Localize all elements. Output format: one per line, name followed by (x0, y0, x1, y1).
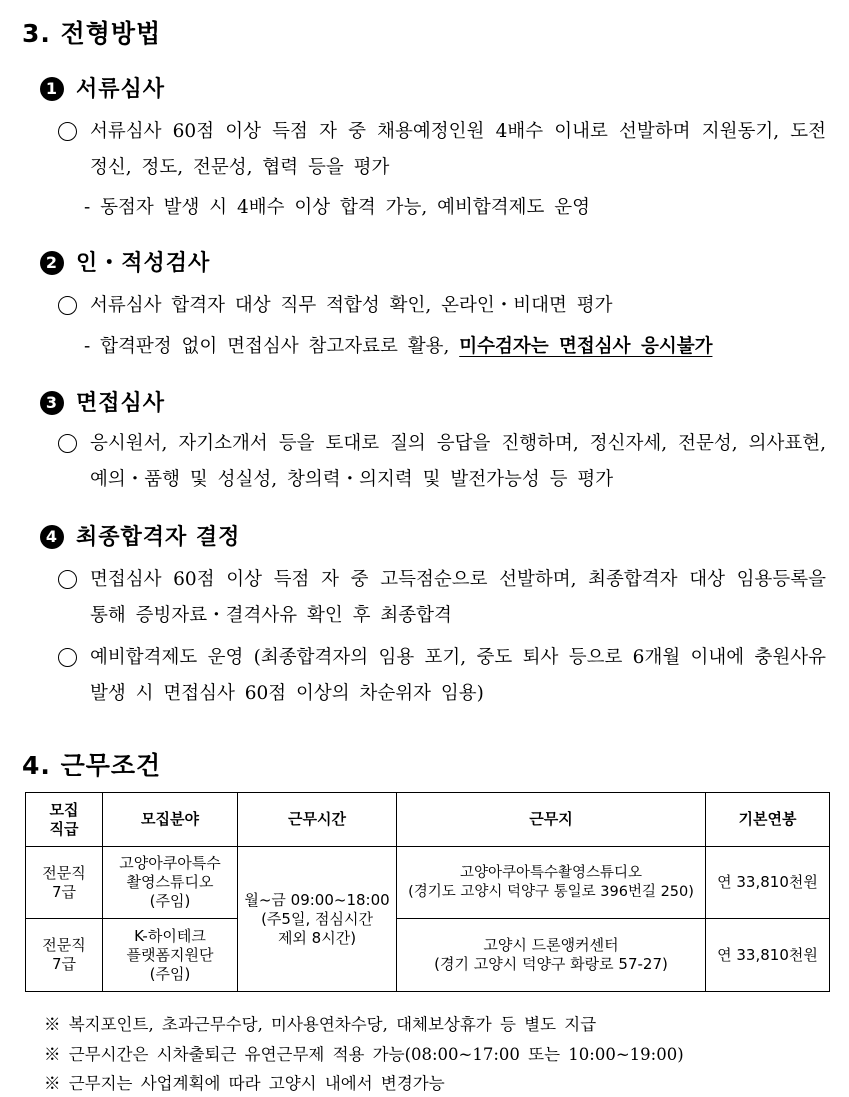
step-3-heading (40, 386, 165, 417)
header-place: 근무지 (397, 793, 706, 847)
step-4-heading (40, 520, 240, 551)
cell-salary: 연 33,810천원 (706, 847, 830, 919)
note-line: ※ 복지포인트, 초과근무수당, 미사용연차수당, 대체보상휴가 등 별도 지급 (44, 1015, 597, 1034)
table-row (26, 919, 830, 992)
step-3-title: 면접심사 (76, 391, 166, 416)
step-number-badge: 1 (40, 77, 64, 101)
circle-bullet-icon (58, 648, 77, 667)
step-1-bullet: 서류심사 60점 이상 득점 자 중 채용예정인원 4배수 이내로 선발하며 지원동기, 도전정신, 정도, 전문성, 협력 등을 평가 (58, 114, 826, 186)
header-hours: 근무시간 (238, 793, 397, 847)
cell-place: 고양시 드론앵커센터 (경기 고양시 덕양구 화랑로 57-27) (397, 919, 706, 992)
emphasis-underlined: 미수검자는 면접심사 응시불가 (459, 336, 713, 357)
step-number-badge: 3 (40, 391, 64, 415)
cell-grade: 전문직 7급 (26, 847, 103, 919)
circle-bullet-icon (58, 296, 77, 315)
note-line: ※ 근무지는 사업계획에 따라 고양시 내에서 변경가능 (44, 1074, 445, 1093)
step-number-badge: 4 (40, 525, 64, 549)
step-2-title: 인・적성검사 (76, 251, 211, 276)
cell-field: 고양아쿠아특수 촬영스튜디오 (주임) (103, 847, 238, 919)
step-2-heading (40, 246, 210, 277)
step-1-title: 서류심사 (76, 77, 166, 102)
step-1-heading (40, 72, 165, 103)
step-1-dash-note: - 동점자 발생 시 4배수 이상 합격 가능, 예비합격제도 운영 (84, 197, 590, 218)
section-3-title: 3. 전형방법 (22, 19, 162, 48)
step-4-bullet-1: 면접심사 60점 이상 득점 자 중 고득점순으로 선발하며, 최종합격자 대상 임용등록을 통해 증빙자료・결격사유 확인 후 최종합격 (58, 562, 826, 634)
step-4-title: 최종합격자 결정 (76, 525, 241, 550)
step-4-bullet-2: 예비합격제도 운영 (최종합격자의 임용 포기, 중도 퇴사 등으로 6개월 이내에 충원사유 발생 시 면접심사 60점 이상의 차순위자 임용) (58, 640, 826, 712)
cell-salary: 연 33,810천원 (706, 919, 830, 992)
header-grade: 모집 직급 (26, 793, 103, 847)
circle-bullet-icon (58, 434, 77, 453)
step-2-dash-note: - 합격판정 없이 면접심사 참고자료로 활용, 미수검자는 면접심사 응시불가 (84, 336, 713, 357)
header-salary: 기본연봉 (706, 793, 830, 847)
table-header-row (26, 793, 830, 847)
step-2-bullet: 서류심사 합격자 대상 직무 적합성 확인, 온라인・비대면 평가 (58, 288, 826, 324)
table-row (26, 847, 830, 919)
note-line: ※ 근무시간은 시차출퇴근 유연근무제 적용 가능(08:00~17:00 또는 10:00~19:00) (44, 1045, 684, 1064)
step-number-badge: 2 (40, 251, 64, 275)
cell-hours: 월~금 09:00~18:00 (주5일, 점심시간 제외 8시간) (238, 847, 397, 992)
cell-grade: 전문직 7급 (26, 919, 103, 992)
section-4-title: 4. 근무조건 (22, 751, 162, 780)
cell-place: 고양아쿠아특수촬영스튜디오 (경기도 고양시 덕양구 통일로 396번길 250) (397, 847, 706, 919)
circle-bullet-icon (58, 122, 77, 141)
step-3-bullet: 응시원서, 자기소개서 등을 토대로 질의 응답을 진행하며, 정신자세, 전문성, 의사표현, 예의・품행 및 성실성, 창의력・의지력 및 발전가능성 등 평가 (58, 426, 826, 498)
cell-field: K-하이테크 플랫폼지원단 (주임) (103, 919, 238, 992)
header-field: 모집분야 (103, 793, 238, 847)
circle-bullet-icon (58, 570, 77, 589)
work-conditions-table (25, 792, 830, 992)
